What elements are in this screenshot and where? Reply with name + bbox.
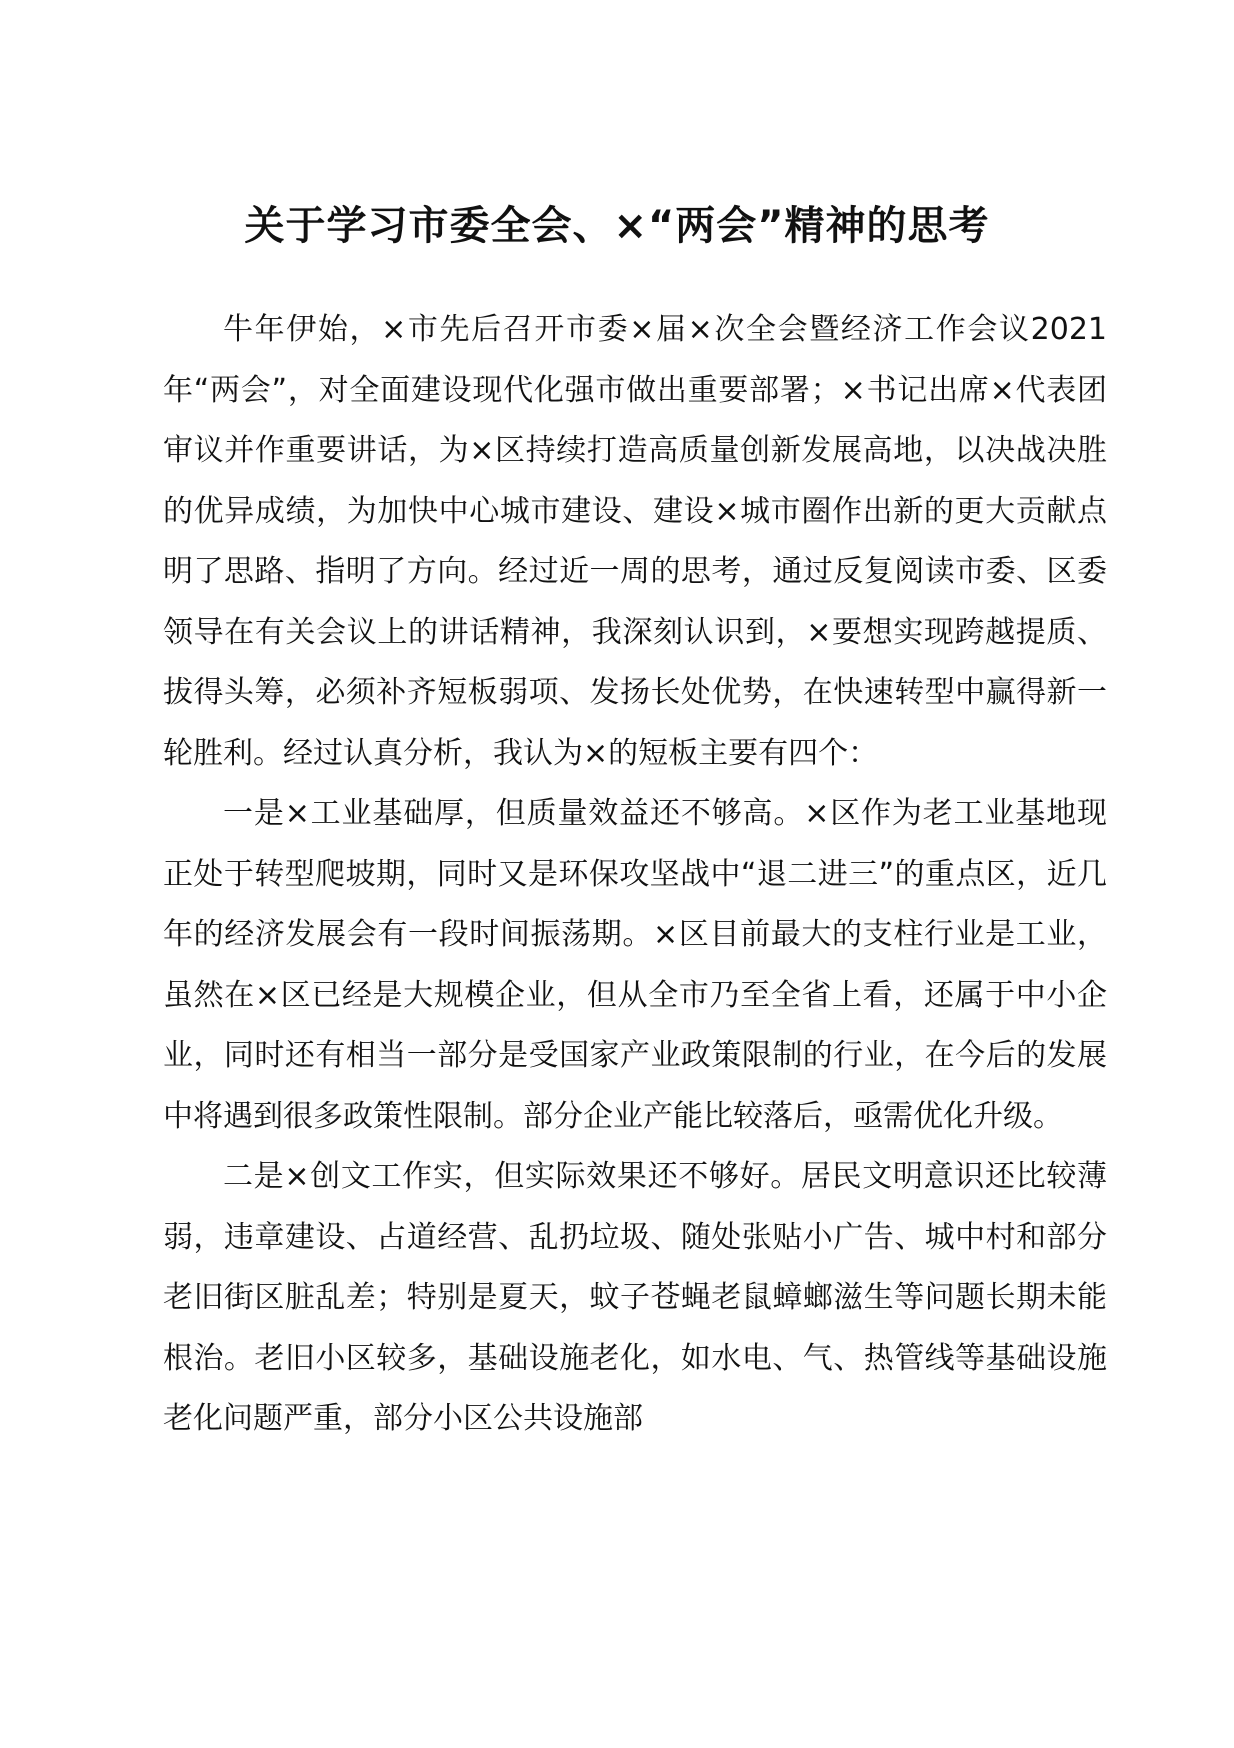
paragraph-point-one: 一是×工业基础厚，但质量效益还不够高。×区作为老工业基地现正处于转型爬坡期，同时又是环保攻坚战中“退二进三”的重点区，近几年的经济发展会有一段时间振荡期。×区目前最大的支柱行业是工业，虽然在×区已经是大规模企业，但从全市乃至全省上看，还属于中小企业，同时还有相当一部分是受国家产业政策限制的行业，在今后的发展中将遇到很多政策性限制。部分企业产能比较落后，亟需优化升级。: [163, 796, 1107, 1134]
document-body: [163, 300, 1107, 1450]
paragraph-point-two: 二是×创文工作实，但实际效果还不够好。居民文明意识还比较薄弱，违章建设、占道经营、乱扔垃圾、随处张贴小广告、城中村和部分老旧街区脏乱差；特别是夏天，蚊子苍蝇老鼠蟑螂滋生等问题长期未能根治。老旧小区较多，基础设施老化，如水电、气、热管线等基础设施老化问题严重，部分小区公共设施部: [163, 1159, 1107, 1436]
paragraph-intro: 牛年伊始，×市先后召开市委×届×次全会暨经济工作会议2021年“两会”，对全面建设现代化强市做出重要部署；×书记出席×代表团审议并作重要讲话，为×区持续打造高质量创新发展高地，以决战决胜的优异成绩，为加快中心城市建设、建设×城市圈作出新的更大贡献点明了思路、指明了方向。经过近一周的思考，通过反复阅读市委、区委领导在有关会议上的讲话精神，我深刻认识到，×要想实现跨越提质、拔得头筹，必须补齐短板弱项、发扬长处优势，在快速转型中赢得新一轮胜利。经过认真分析，我认为×的短板主要有四个：: [163, 312, 1107, 771]
document-title: 关于学习市委全会、×“两会”精神的思考: [244, 203, 990, 249]
